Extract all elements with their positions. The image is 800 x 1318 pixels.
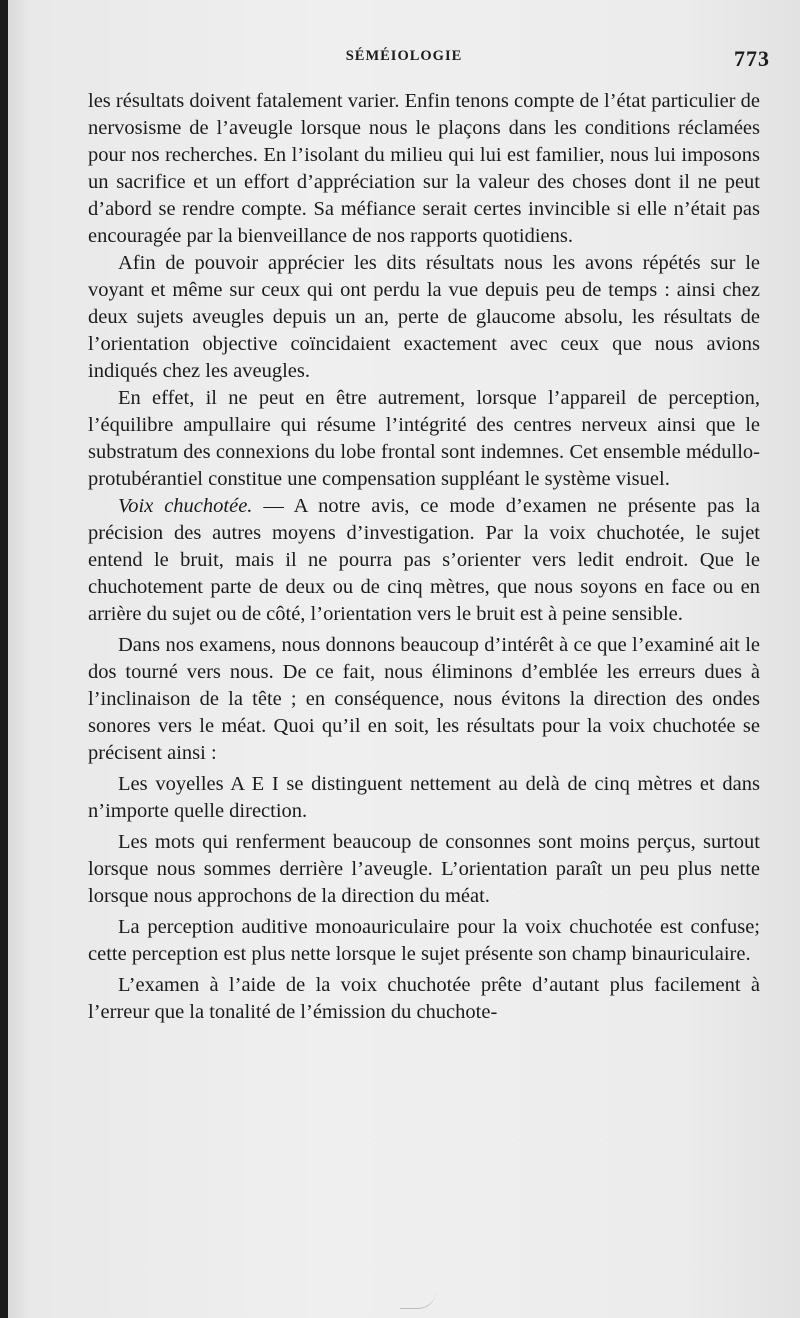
book-page xyxy=(8,0,800,1318)
paragraph: Les voyelles A E I se distinguent nettement au delà de cinq mètres et dans n’importe quelle direction. xyxy=(88,773,760,822)
paragraph: La perception auditive monoauriculaire pour la voix chuchotée est confuse; cette perception est plus nette lorsque le sujet présente son champ binauriculaire. xyxy=(88,916,760,965)
page-number: 773 xyxy=(734,46,770,71)
paragraph: les résultats doivent fatalement varier. Enfin tenons compte de l’état particulier de nervosisme de l’aveugle lorsque nous le plaçons dans les conditions réclamées pour nos recherches. En l’isolant du milieu qui lui est familier, nous lui imposons un sacrifice et un effort d’appréciation sur la valeur des choses dont il ne peut d’abord se rendre compte. Sa méfiance serait certes invincible si elle n’était pas encouragée par la bienveillance de nos rapports quotidiens. xyxy=(88,90,760,247)
page-header xyxy=(8,46,800,70)
page-smudge xyxy=(400,1290,436,1309)
running-head: SÉMÉIOLOGIE xyxy=(345,48,463,64)
paragraph: L’examen à l’aide de la voix chuchotée prête d’autant plus facilement à l’erreur que la tonalité de l’émission du chuchote- xyxy=(88,974,760,1023)
paragraph-voix-chuchotee xyxy=(88,493,760,628)
paragraph: Les mots qui renferment beaucoup de consonnes sont moins perçus, surtout lorsque nous sommes derrière l’aveugle. L’orientation paraît un peu plus nette lorsque nous approchons de la direction du méat. xyxy=(88,831,760,907)
paragraph: Afin de pouvoir apprécier les dits résultats nous les avons répétés sur le voyant et même sur ceux qui ont perdu la vue depuis peu de temps : ainsi chez deux sujets aveugles depuis un an, perte de glaucome absolu, les résultats de l’orientation objective coïncidaient exactement avec ceux que nous avions indiqués chez les aveugles. xyxy=(88,252,760,382)
section-text: — A notre avis, ce mode d’examen ne présente pas la précision des autres moyens d’investigation. Par la voix chuchotée, le sujet entend le bruit, mais il ne pourra pas s’orienter vers ledit endroit. Que le chuchotement parte de deux ou de cinq mètres, que nous soyons en face ou en arrière du sujet ou de côté, l’orientation vers le bruit est à peine sensible. xyxy=(88,495,761,625)
section-lead: Voix chuchotée. xyxy=(118,495,253,517)
body-text xyxy=(88,88,760,1026)
paragraph: En effet, il ne peut en être autrement, lorsque l’appareil de perception, l’équilibre ampullaire qui résume l’intégrité des centres nerveux ainsi que le substratum des connexions du lobe frontal sont indemnes. Cet ensemble médullo-protubérantiel constitue une compensation suppléant le système visuel. xyxy=(88,387,760,490)
paragraph: Dans nos examens, nous donnons beaucoup d’intérêt à ce que l’examiné ait le dos tourné vers nous. De ce fait, nous éliminons d’emblée les erreurs dues à l’inclinaison de la tête ; en conséquence, nous évitons la direction des ondes sonores vers le méat. Quoi qu’il en soit, les résultats pour la voix chuchotée se précisent ainsi : xyxy=(88,634,760,764)
